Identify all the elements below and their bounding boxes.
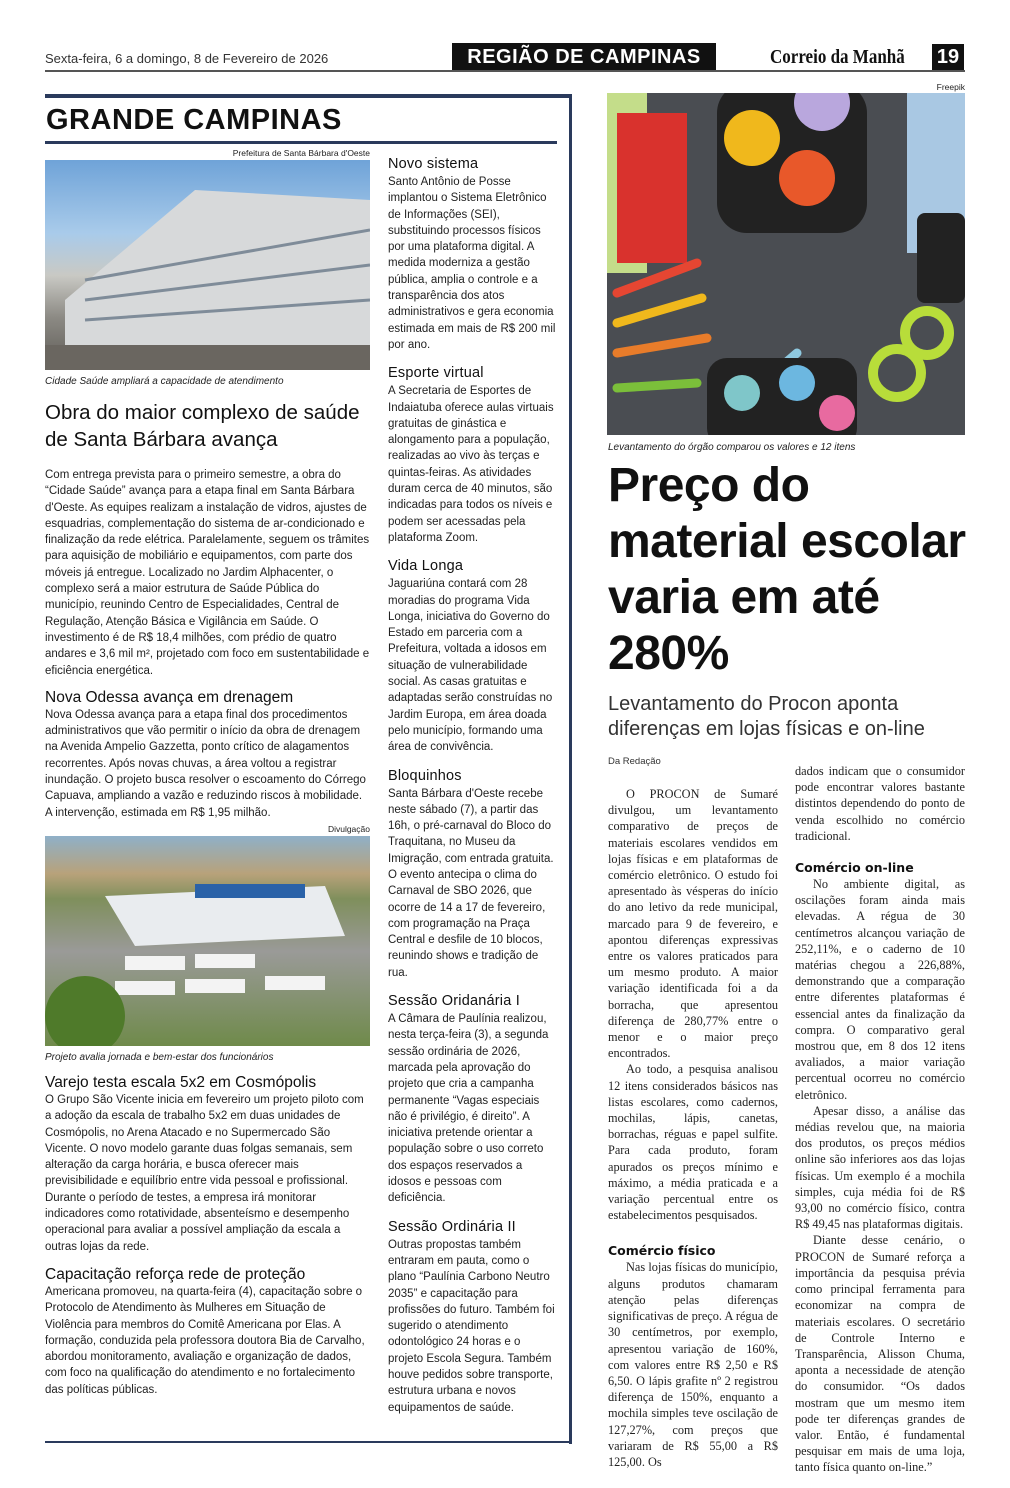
photo-credit: Freepik: [936, 82, 965, 92]
note-title: Bloquinhos: [388, 767, 462, 784]
note-body: Jaguariúna contará com 28 moradias do programa Vida Longa, iniciativa do Governo do Estado em parceria com a Prefeitura, voltada a idosos em situação de vulnerabilidade social. As casas gratuitas e adaptadas serão construídas no Jardim Europa, em área doada pelo município, formando uma área de convivência.: [388, 578, 553, 754]
article-paragraph: dados indicam que o consumidor pode encontrar valores bastante distintos dependendo do ponto de venda escolhido no comércio tradicional.: [795, 764, 965, 843]
note-body: Santo Antônio de Posse implantou o Sistema Eletrônico de Informações (SEI), substituindo processos físicos por uma plataforma digital. A medida moderniza a gestão pública, amplia o controle e a transparência dos atos administrativos e gera economia estimada em mais de R$ 200 mil por ano.: [388, 176, 556, 351]
main-article-column-2: [795, 763, 965, 1476]
photo-credit: Prefeitura de Santa Bárbara d'Oeste: [232, 148, 370, 158]
box-border-top: [45, 94, 572, 98]
article-title: Obra do maior complexo de saúde de Santa Bárbara avança: [45, 401, 360, 451]
building-photo: [45, 160, 370, 370]
main-headline: Preço do material escolar varia em até 280%: [608, 459, 966, 680]
subhead: Comércio on-line: [795, 860, 914, 876]
article-title: Varejo testa escala 5x2 em Cosmópolis: [45, 1073, 317, 1091]
article-paragraph: Nas lojas físicas do município, alguns produtos chamaram atenção pelas diferenças significativas de preço. A régua de 30 centímetros, por exemplo, apresentou variação de 160%, com valores entre R$ 2,50 e R$ 6,50. O lápis grafite nº 2 registrou diferença de 150%, enquanto a mochila simples teve oscilação de 127,27%, com preços que variaram de R$ 55,00 a R$ 125,00. Os: [608, 1260, 778, 1469]
article-paragraph: Apesar disso, a análise das médias revelou que, na maioria dos produtos, os preços médios online são inferiores aos das lojas físicas. Um exemplo é a mochila simples, cuja média foi de R$ 93,00 no comércio físico, contra R$ 49,45 nas plataformas digitais.: [795, 1103, 965, 1232]
edition-date: Sexta-feira, 6 a domingo, 8 de Fevereiro de 2026: [45, 51, 329, 66]
kicker-rule: [45, 141, 557, 144]
notes-column: [388, 156, 558, 1428]
article-paragraph: No ambiente digital, as oscilações foram ainda mais elevadas. A régua de 30 centímetros alcançou variação de 252,11%, e o caderno de 10 matérias chegou a 226,88%, demonstrando que a comparação entre diferentes plataformas é essencial antes da finalização da compra. O comparativo geral mostrou que, em 8 dos 12 itens avaliados, a maior variação percentual ocorreu no comércio eletrônico.: [795, 877, 965, 1102]
photo-caption: Levantamento do órgão comparou os valores e 12 itens: [608, 442, 856, 453]
photo-caption: Projeto avalia jornada e bem-estar dos funcionários: [45, 1051, 274, 1063]
article-paragraph: Diante desse cenário, o PROCON de Sumaré reforça a importância da pesquisa prévia como principal ferramenta para economizar na compra de materiais escolares. O secretário de Controle Interno e Transparência, Alisson Chuma, aponta a necessidade de atenção do consumidor. “Os dados mostram que um mesmo item pode ter diferenças grandes de valor. Então, é fundamental pesquisar em mais de uma loja, tanto física quanto on-line.”: [795, 1233, 965, 1475]
school-supplies-photo: [607, 93, 965, 435]
article-body: Com entrega prevista para o primeiro semestre, a obra do “Cidade Saúde” avança para a etapa final em Santa Bárbara d'Oeste. As equipes realizam a instalação de vidros, ajustes de esquadrias, complementação do sistema de ar-condicionado e finalização da rede elétrica. Paralelamente, seguem os trâmites para aquisição de mobiliário e equipamentos, com parte dos móveis já entregue. Localizado no Jardim Alphacenter, o complexo será a maior estrutura de Saúde Pública do município, reunindo Centro de Especialidades, Central de Regulação, Atenção Básica e Vigilância em Saúde. O investimento é de R$ 18,4 milhões, com prédio de quatro andares e 3,6 mil m², projetado com foco em sustentabilidade e eficiência energética.: [45, 469, 370, 677]
page-number: 19: [932, 44, 964, 71]
header-rule: [45, 70, 965, 72]
byline: Da Redação: [608, 756, 661, 767]
left-column: [45, 147, 370, 1398]
note-title: Esporte virtual: [388, 365, 484, 382]
note-title: Vida Longa: [388, 558, 464, 575]
note-body: Santa Bárbara d'Oeste recebe neste sábado (7), a partir das 16h, o pré-carnaval do Bloco do Traquitana, no Museu da Imigração, com entrada gratuita. O evento antecipa o clima do Carnaval de SBO 2026, que ocorre de 14 a 17 de fevereiro, com programação na Praça Central e desfile de 10 blocos, reunindo shows e tradição de rua.: [388, 787, 554, 979]
note-title: Novo sistema: [388, 156, 479, 172]
photo-caption: Cidade Saúde ampliará a capacidade de atendimento: [45, 376, 284, 387]
note-body: A Secretaria de Esportes de Indaiatuba oferece aulas virtuais gratuitas de ginástica e alongamento para a população, realizadas ao vivo às terças e quintas-feiras. As atividades duram cerca de 40 minutos, são indicadas para todos os níveis e podem ser acessadas pela plataforma Zoom.: [388, 385, 554, 544]
note-title: Sessão Ordinária II: [388, 1218, 516, 1235]
school-supplies-illustration: [607, 93, 965, 435]
article-paragraph: Ao todo, a pesquisa analisou 12 itens considerados básicos nas listas escolares, como cadernos, mochilas, lápis, canetas, borrachas, réguas e papel sulfite. Para cada produto, foram apurados os preços mínimo e máximo, a média praticada e a variação percentual entre os estabelecimentos pesquisados.: [608, 1062, 778, 1223]
photo-credit: Divulgação: [327, 823, 370, 834]
note-title: Sessão Oridanária I: [388, 993, 520, 1010]
subheadline: Levantamento do Procon aponta diferenças em lojas físicas e on-line: [608, 693, 925, 740]
box-border-bottom: [45, 1441, 572, 1443]
article-body: Americana promoveu, na quarta-feira (4), capacitação sobre o Protocolo de Atendimento às Mulheres em Situação de Violência para membros do Comitê Americana por Elas. A formação, conduzida pela professora doutora Bia de Carvalho, abordou monitoramento, avaliação e organização de dados, com foco na qualificação do atendimento e no fortalecimento das políticas públicas.: [45, 1285, 365, 1396]
article-paragraph: O PROCON de Sumaré divulgou, um levantamento comparativo de preços de materiais escolares vendidos em lojas físicas e em plataformas de comércio eletrônico. O estudo foi apresentado às vésperas do início do ano letivo da rede municipal, marcado para 9 de fevereiro, e apontou diferenças expressivas entre os valores praticados para um mesmo produto. A maior variação identificada foi a da borracha, que apresentou diferença de 280,77% entre o menor e o maior preço encontrados.: [608, 787, 778, 1061]
subhead: Comércio físico: [608, 1243, 716, 1259]
note-body: A Câmara de Paulínia realizou, nesta terça-feira (3), a segunda sessão ordinária de 2026, marcada pela aprovação do projeto que cria a campanha permanente “Vagas especiais não é privilégio, é direito”. A iniciativa pretende orientar a população sobre o uso correto dos espaços reservados a idosos e pessoas com deficiência.: [388, 1013, 549, 1205]
article-title: Nova Odessa avança em drenagem: [45, 688, 294, 706]
article-title: Capacitação reforça rede de proteção: [45, 1265, 306, 1283]
article-body: O Grupo São Vicente inicia em fevereiro um projeto piloto com a adoção da escala de trabalho 5x2 em duas unidades de Cosmópolis, no Arena Atacado e no Supermercado São Vicente. O novo modelo garante duas folgas semanais, sem alteração da carga horária, e busca oferecer mais previsibilidade e equilíbrio entre vida pessoal e profissional. Durante o período de testes, a empresa irá monitorar indicadores como rotatividade, absenteísmo e desempenho operacional para avaliar a possível ampliação da escala a outras lojas da rede.: [45, 1093, 364, 1253]
supermarket-photo: [45, 836, 370, 1046]
note-body: Outras propostas também entraram em pauta, como o plano “Paulínia Carbono Neutro 2035” e capacitação para profissões do futuro. Também foi sugerido o atendimento odontológico 24 horas e o projeto Escola Segura. Também houve pedidos sobre transporte, estrutura urbana e novos equipamentos de saúde.: [388, 1238, 555, 1414]
section-label: REGIÃO DE CAMPINAS: [452, 43, 716, 71]
supermarket-illustration: [45, 836, 370, 1046]
newspaper-logo: Correio da Manhã: [770, 46, 905, 68]
section-kicker: GRANDE CAMPINAS: [46, 104, 342, 136]
article-body: Nova Odessa avança para a etapa final dos procedimentos administrativos que vão permitir o início da obra de drenagem na Avenida Ampelio Gazzetta, ponto crítico de alagamentos recorrentes. Após novas chuvas, a área voltou a registrar inundação. O projeto busca resolver o escoamento do Córrego Capuava, ampliando a vazão e reduzindo riscos à mobilidade. A intervenção, estimada em R$ 1,95 milhão.: [45, 708, 366, 819]
box-border-right: [569, 94, 572, 1444]
building-illustration: [45, 160, 370, 370]
